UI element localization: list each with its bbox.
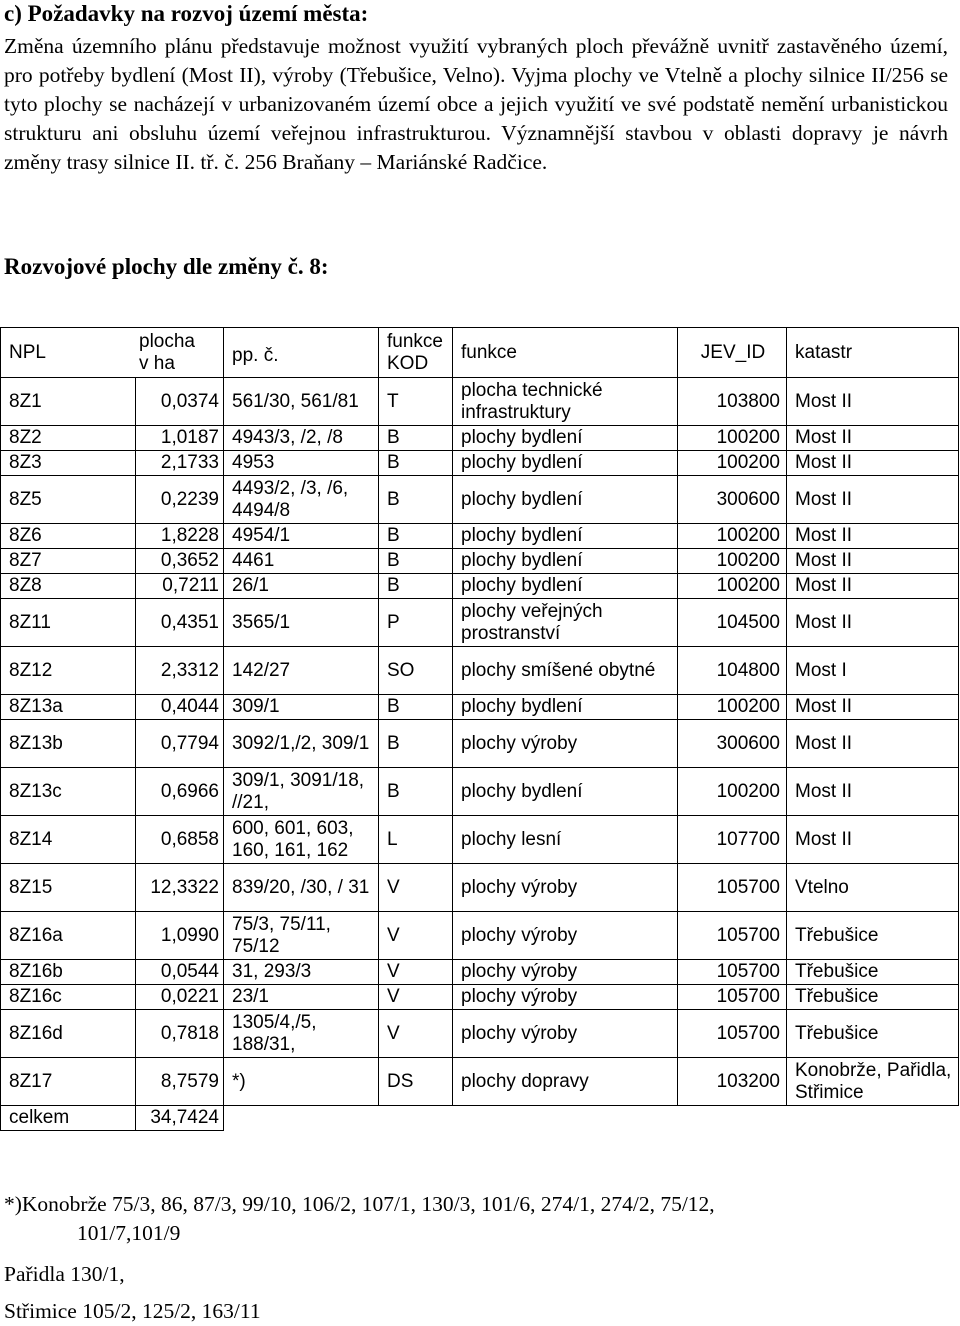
row-pp: *)	[224, 1058, 379, 1106]
row-kod: V	[379, 912, 453, 960]
row-kod: V	[379, 960, 453, 985]
row-npl: 8Z7	[1, 549, 136, 574]
row-jev: 104500	[678, 599, 787, 647]
row-pp: 3092/1,/2, 309/1	[224, 720, 379, 768]
row-katastr: Most II	[787, 599, 959, 647]
footnote-paridla: Pařidla 130/1,	[4, 1262, 125, 1286]
table-row	[1, 816, 959, 864]
row-plocha: 0,3652	[136, 549, 224, 574]
row-plocha: 0,7794	[136, 720, 224, 768]
row-jev: 107700	[678, 816, 787, 864]
row-plocha: 0,2239	[136, 476, 224, 524]
header-katastr	[787, 328, 959, 378]
row-pp: 309/1, 3091/18, //21,	[224, 768, 379, 816]
row-jev: 105700	[678, 912, 787, 960]
row-npl: 8Z6	[1, 524, 136, 549]
row-npl: 8Z14	[1, 816, 136, 864]
table-row	[1, 574, 959, 599]
row-funkce: plochy výroby	[453, 720, 678, 768]
row-funkce: plochy veřejných prostranství	[453, 599, 678, 647]
row-kod: SO	[379, 647, 453, 695]
row-kod: L	[379, 816, 453, 864]
row-funkce: plochy výroby	[453, 1010, 678, 1058]
table-heading: Rozvojové plochy dle změny č. 8:	[4, 254, 329, 279]
row-kod: B	[379, 695, 453, 720]
row-kod: B	[379, 768, 453, 816]
row-kod: V	[379, 864, 453, 912]
row-kod: V	[379, 1010, 453, 1058]
row-jev: 100200	[678, 451, 787, 476]
header-plocha: plocha v ha	[139, 330, 195, 374]
table-row	[1, 549, 959, 574]
table-row	[1, 1058, 959, 1106]
table-row	[1, 985, 959, 1010]
row-jev: 103800	[678, 378, 787, 426]
row-funkce: plochy bydlení	[453, 476, 678, 524]
row-pp: 4954/1	[224, 524, 379, 549]
row-jev: 300600	[678, 476, 787, 524]
header-katastr-label: katastr	[795, 341, 853, 363]
row-npl: 8Z8	[1, 574, 136, 599]
row-pp: 839/20, /30, / 31	[224, 864, 379, 912]
row-jev: 300600	[678, 720, 787, 768]
row-plocha: 2,1733	[136, 451, 224, 476]
total-label: celkem	[1, 1106, 136, 1131]
row-pp: 142/27	[224, 647, 379, 695]
row-funkce: plochy lesní	[453, 816, 678, 864]
header-funkce-label: funkce	[461, 341, 517, 363]
header-jev	[678, 328, 787, 378]
row-jev: 105700	[678, 985, 787, 1010]
row-kod: B	[379, 524, 453, 549]
row-pp: 31, 293/3	[224, 960, 379, 985]
row-jev: 105700	[678, 864, 787, 912]
table-row	[1, 960, 959, 985]
row-npl: 8Z3	[1, 451, 136, 476]
row-funkce: plochy bydlení	[453, 426, 678, 451]
row-funkce: plochy výroby	[453, 960, 678, 985]
row-katastr: Konobrže, Pařidla, Střimice	[787, 1058, 959, 1106]
row-npl: 8Z1	[1, 378, 136, 426]
row-npl: 8Z13c	[1, 768, 136, 816]
row-katastr: Most II	[787, 524, 959, 549]
row-kod: B	[379, 720, 453, 768]
row-pp: 600, 601, 603, 160, 161, 162	[224, 816, 379, 864]
row-kod: V	[379, 985, 453, 1010]
row-npl: 8Z5	[1, 476, 136, 524]
table-row	[1, 599, 959, 647]
row-pp: 1305/4,/5, 188/31,	[224, 1010, 379, 1058]
row-plocha: 0,6858	[136, 816, 224, 864]
table-header-row	[1, 328, 959, 378]
row-npl: 8Z17	[1, 1058, 136, 1106]
row-jev: 100200	[678, 549, 787, 574]
row-funkce: plochy dopravy	[453, 1058, 678, 1106]
row-funkce: plochy bydlení	[453, 524, 678, 549]
row-funkce: plochy bydlení	[453, 695, 678, 720]
row-jev: 100200	[678, 768, 787, 816]
row-katastr: Most I	[787, 647, 959, 695]
row-kod: B	[379, 549, 453, 574]
row-plocha: 1,0990	[136, 912, 224, 960]
row-npl: 8Z16b	[1, 960, 136, 985]
row-pp: 4493/2, /3, /6, 4494/8	[224, 476, 379, 524]
table-row	[1, 476, 959, 524]
footnote-konobrze	[4, 1190, 944, 1248]
row-kod: T	[379, 378, 453, 426]
row-npl: 8Z15	[1, 864, 136, 912]
row-katastr: Most II	[787, 816, 959, 864]
row-npl: 8Z13b	[1, 720, 136, 768]
row-katastr: Třebušice	[787, 960, 959, 985]
row-funkce: plochy smíšené obytné	[453, 647, 678, 695]
row-npl: 8Z12	[1, 647, 136, 695]
row-katastr: Most II	[787, 451, 959, 476]
header-kod	[379, 328, 453, 378]
row-plocha: 2,3312	[136, 647, 224, 695]
table-row	[1, 426, 959, 451]
table-row	[1, 451, 959, 476]
row-kod: B	[379, 476, 453, 524]
row-katastr: Třebušice	[787, 985, 959, 1010]
section-heading: c) Požadavky na rozvoj území města:	[4, 1, 369, 26]
header-npl: NPL	[9, 341, 46, 363]
row-funkce: plochy bydlení	[453, 549, 678, 574]
header-jev-label: JEV_ID	[700, 341, 766, 363]
row-npl: 8Z13a	[1, 695, 136, 720]
footnote-strimice: Střimice 105/2, 125/2, 163/11	[4, 1299, 261, 1323]
row-katastr: Most II	[787, 695, 959, 720]
row-plocha: 1,0187	[136, 426, 224, 451]
row-kod: B	[379, 574, 453, 599]
row-katastr: Třebušice	[787, 1010, 959, 1058]
row-pp: 4953	[224, 451, 379, 476]
table-row	[1, 378, 959, 426]
table-row	[1, 864, 959, 912]
row-pp: 4943/3, /2, /8	[224, 426, 379, 451]
header-pp	[224, 328, 379, 378]
table-row	[1, 695, 959, 720]
row-pp: 23/1	[224, 985, 379, 1010]
table-total-row	[1, 1106, 959, 1131]
table-row	[1, 768, 959, 816]
table-row	[1, 647, 959, 695]
row-kod: B	[379, 451, 453, 476]
row-katastr: Most II	[787, 768, 959, 816]
table-row	[1, 912, 959, 960]
row-jev: 105700	[678, 960, 787, 985]
table-row	[1, 720, 959, 768]
footnote-konobrze-line1: *)Konobrže 75/3, 86, 87/3, 99/10, 106/2, 107/1, 130/3, 101/6, 274/1, 274/2, 75/12,	[4, 1192, 715, 1216]
footnote-konobrze-line2: 101/7,101/9	[77, 1221, 181, 1245]
row-pp: 4461	[224, 549, 379, 574]
intro-paragraph: Změna územního plánu představuje možnost využití vybraných ploch převážně uvnitř zastavěného území, pro potřeby bydlení (Most II), výroby (Třebušice, Velno). Vyjma plochy ve Vtelně a plochy silnice II/256 se tyto plochy se nacházejí v urbanizovaném území obce a jejich využití ve své podstatě nemění urbanistickou strukturu ani obsluhu území veřejnou infrastrukturou. Významnější stavbou v oblasti dopravy je návrh změny trasy silnice II. tř. č. 256 Braňany – Mariánské Radčice.	[4, 34, 948, 174]
row-plocha: 0,7211	[136, 574, 224, 599]
row-plocha: 0,0544	[136, 960, 224, 985]
header-npl-plocha	[1, 328, 224, 378]
row-funkce: plocha technické infrastruktury	[453, 378, 678, 426]
row-funkce: plochy bydlení	[453, 574, 678, 599]
row-kod: DS	[379, 1058, 453, 1106]
row-plocha: 8,7579	[136, 1058, 224, 1106]
header-kod-label: funkce KOD	[387, 330, 443, 374]
total-value: 34,7424	[136, 1106, 224, 1131]
row-jev: 100200	[678, 524, 787, 549]
row-npl: 8Z2	[1, 426, 136, 451]
row-npl: 8Z16c	[1, 985, 136, 1010]
row-katastr: Most II	[787, 549, 959, 574]
row-jev: 103200	[678, 1058, 787, 1106]
row-plocha: 0,4351	[136, 599, 224, 647]
row-pp: 309/1	[224, 695, 379, 720]
header-pp-label: pp. č.	[232, 344, 279, 366]
row-katastr: Most II	[787, 476, 959, 524]
row-funkce: plochy bydlení	[453, 451, 678, 476]
row-kod: B	[379, 426, 453, 451]
row-npl: 8Z16d	[1, 1010, 136, 1058]
row-jev: 100200	[678, 574, 787, 599]
row-npl: 8Z16a	[1, 912, 136, 960]
row-plocha: 12,3322	[136, 864, 224, 912]
row-pp: 3565/1	[224, 599, 379, 647]
row-plocha: 0,0221	[136, 985, 224, 1010]
row-katastr: Třebušice	[787, 912, 959, 960]
row-kod: P	[379, 599, 453, 647]
table-row	[1, 1010, 959, 1058]
row-plocha: 0,0374	[136, 378, 224, 426]
row-jev: 104800	[678, 647, 787, 695]
row-funkce: plochy výroby	[453, 864, 678, 912]
row-plocha: 1,8228	[136, 524, 224, 549]
row-plocha: 0,4044	[136, 695, 224, 720]
row-funkce: plochy výroby	[453, 912, 678, 960]
table-row	[1, 524, 959, 549]
row-pp: 561/30, 561/81	[224, 378, 379, 426]
row-katastr: Most II	[787, 378, 959, 426]
row-funkce: plochy výroby	[453, 985, 678, 1010]
header-funkce	[453, 328, 678, 378]
row-funkce: plochy bydlení	[453, 768, 678, 816]
row-pp: 75/3, 75/11, 75/12	[224, 912, 379, 960]
row-pp: 26/1	[224, 574, 379, 599]
row-npl: 8Z11	[1, 599, 136, 647]
row-jev: 105700	[678, 1010, 787, 1058]
row-katastr: Most II	[787, 720, 959, 768]
row-katastr: Most II	[787, 574, 959, 599]
row-katastr: Most II	[787, 426, 959, 451]
row-plocha: 0,7818	[136, 1010, 224, 1058]
row-katastr: Vtelno	[787, 864, 959, 912]
row-jev: 100200	[678, 695, 787, 720]
row-jev: 100200	[678, 426, 787, 451]
development-areas-table	[0, 327, 959, 1131]
row-plocha: 0,6966	[136, 768, 224, 816]
